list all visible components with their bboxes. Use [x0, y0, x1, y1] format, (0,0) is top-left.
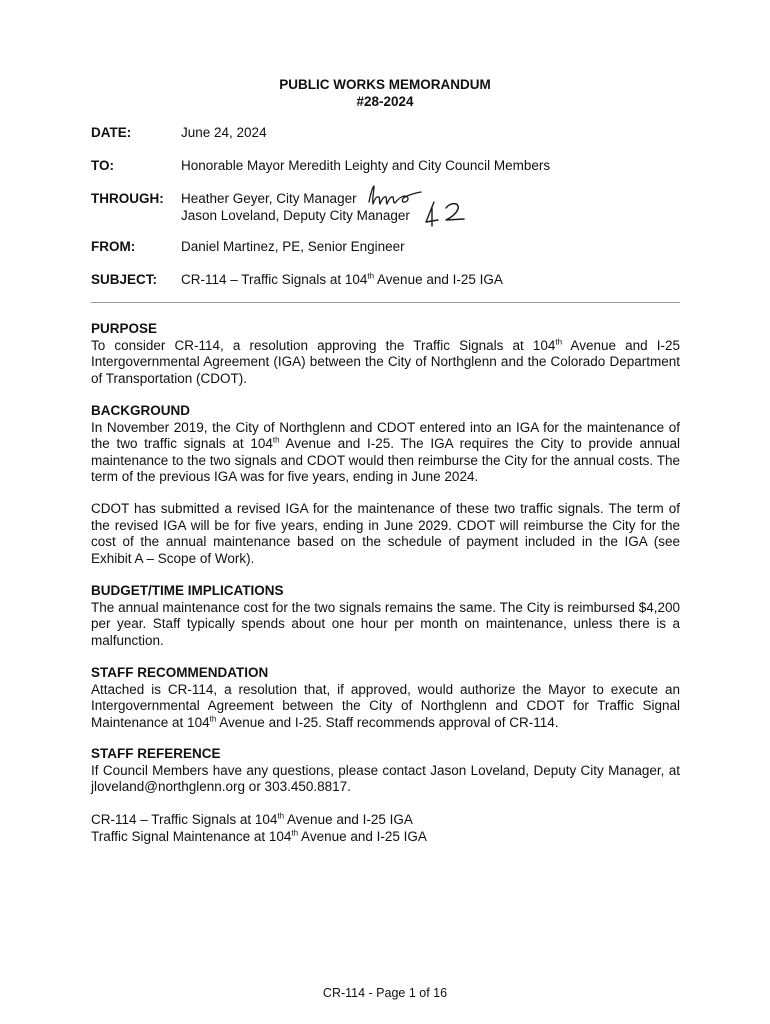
purpose-text	[91, 338, 680, 388]
to-value: Honorable Mayor Meredith Leighty and City Council Members	[181, 158, 551, 173]
attachments-section	[91, 812, 680, 845]
subject-text-post: Avenue and I-25 IGA	[374, 272, 503, 287]
recommendation-text-post: Avenue and I-25. Staff recommends approval of CR-114.	[216, 714, 559, 730]
attachment-1-post: Avenue and I-25 IGA	[284, 812, 413, 827]
subject-sup: th	[367, 271, 375, 281]
subject-value	[181, 272, 503, 287]
date-label: DATE:	[91, 125, 132, 140]
budget-section	[91, 583, 680, 649]
purpose-text-post: Avenue and I-25 Intergovernmental Agreement (IGA) between the City of Northglenn and the Colorado Department of Transportation (CDOT).	[91, 337, 680, 386]
attachment-line-2	[91, 829, 680, 846]
reference-section	[91, 746, 680, 796]
signature-initials-jl	[420, 198, 470, 230]
header-divider	[91, 302, 680, 303]
to-label: TO:	[91, 158, 114, 173]
recommendation-text-pre: Attached is CR-114, a resolution that, if approved, would authorize the Mayor to execute an Intergovernmental Agreement between the City of Northglenn and CDOT for Traffic Signal Maintenance at 104	[91, 681, 680, 730]
page-footer: CR-114 - Page 1 of 16	[322, 986, 448, 1000]
background-sup: th	[272, 435, 280, 445]
purpose-section	[91, 321, 680, 387]
date-value: June 24, 2024	[181, 125, 267, 140]
attachment-1-sup: th	[277, 811, 285, 821]
background-heading: BACKGROUND	[91, 403, 190, 418]
signature-initials-hmg	[365, 184, 425, 210]
subject-label: SUBJECT:	[91, 272, 158, 287]
through-value-city-manager: Heather Geyer, City Manager	[181, 191, 357, 206]
background-paragraph-2	[91, 501, 680, 567]
reference-heading: STAFF REFERENCE	[91, 746, 221, 761]
attachment-line-1	[91, 812, 680, 829]
recommendation-heading: STAFF RECOMMENDATION	[91, 665, 269, 680]
background-section	[91, 403, 680, 486]
memo-number: #28-2024	[356, 94, 414, 109]
purpose-sup: th	[555, 337, 563, 346]
background-text	[91, 420, 680, 486]
background-text-post: Avenue and I-25. The IGA requires the City to provide annual maintenance to the two signals and CDOT would then reimburse the City for the annual costs. The term of the previous IGA was for five years, ending in June 2024.	[91, 436, 680, 484]
background-text-2: CDOT has submitted a revised IGA for the maintenance of these two traffic signals. The term of the revised IGA will be for five years, ending in June 2029. CDOT will reimburse the City for the cost of the annual maintenance based on the schedule of payment included in the IGA (see Exhibit A – Scope of Work).	[91, 501, 680, 566]
attachment-2-post: Avenue and I-25 IGA	[298, 828, 427, 844]
recommendation-text	[91, 682, 680, 732]
attachment-1-pre: CR-114 – Traffic Signals at 104	[91, 812, 278, 827]
memo-title: PUBLIC WORKS MEMORANDUM	[279, 77, 491, 92]
budget-text: The annual maintenance cost for the two signals remains the same. The City is reimbursed $4,200 per year. Staff typically spends about one hour per month on maintenance, unless there is a malfunction.	[91, 599, 680, 648]
from-label: FROM:	[91, 239, 136, 254]
reference-text: If Council Members have any questions, please contact Jason Loveland, Deputy City Manager, at jloveland@northglenn.org or 303.450.8817.	[91, 762, 680, 794]
budget-heading: BUDGET/TIME IMPLICATIONS	[91, 583, 284, 598]
purpose-text-pre: To consider CR-114, a resolution approving the Traffic Signals at 104	[91, 337, 556, 353]
recommendation-sup: th	[209, 714, 217, 723]
subject-text-pre: CR-114 – Traffic Signals at 104	[181, 272, 368, 287]
through-label: THROUGH:	[91, 191, 164, 206]
background-text-pre: In November 2019, the City of Northglenn and CDOT entered into an IGA for the maintenance of the two traffic signals at 104	[91, 419, 680, 451]
purpose-heading: PURPOSE	[91, 321, 158, 336]
recommendation-section	[91, 665, 680, 731]
through-value-deputy-manager: Jason Loveland, Deputy City Manager	[181, 208, 410, 223]
attachment-2-pre: Traffic Signal Maintenance at 104	[91, 828, 292, 844]
attachment-2-sup: th	[291, 828, 299, 837]
from-value: Daniel Martinez, PE, Senior Engineer	[181, 239, 405, 254]
